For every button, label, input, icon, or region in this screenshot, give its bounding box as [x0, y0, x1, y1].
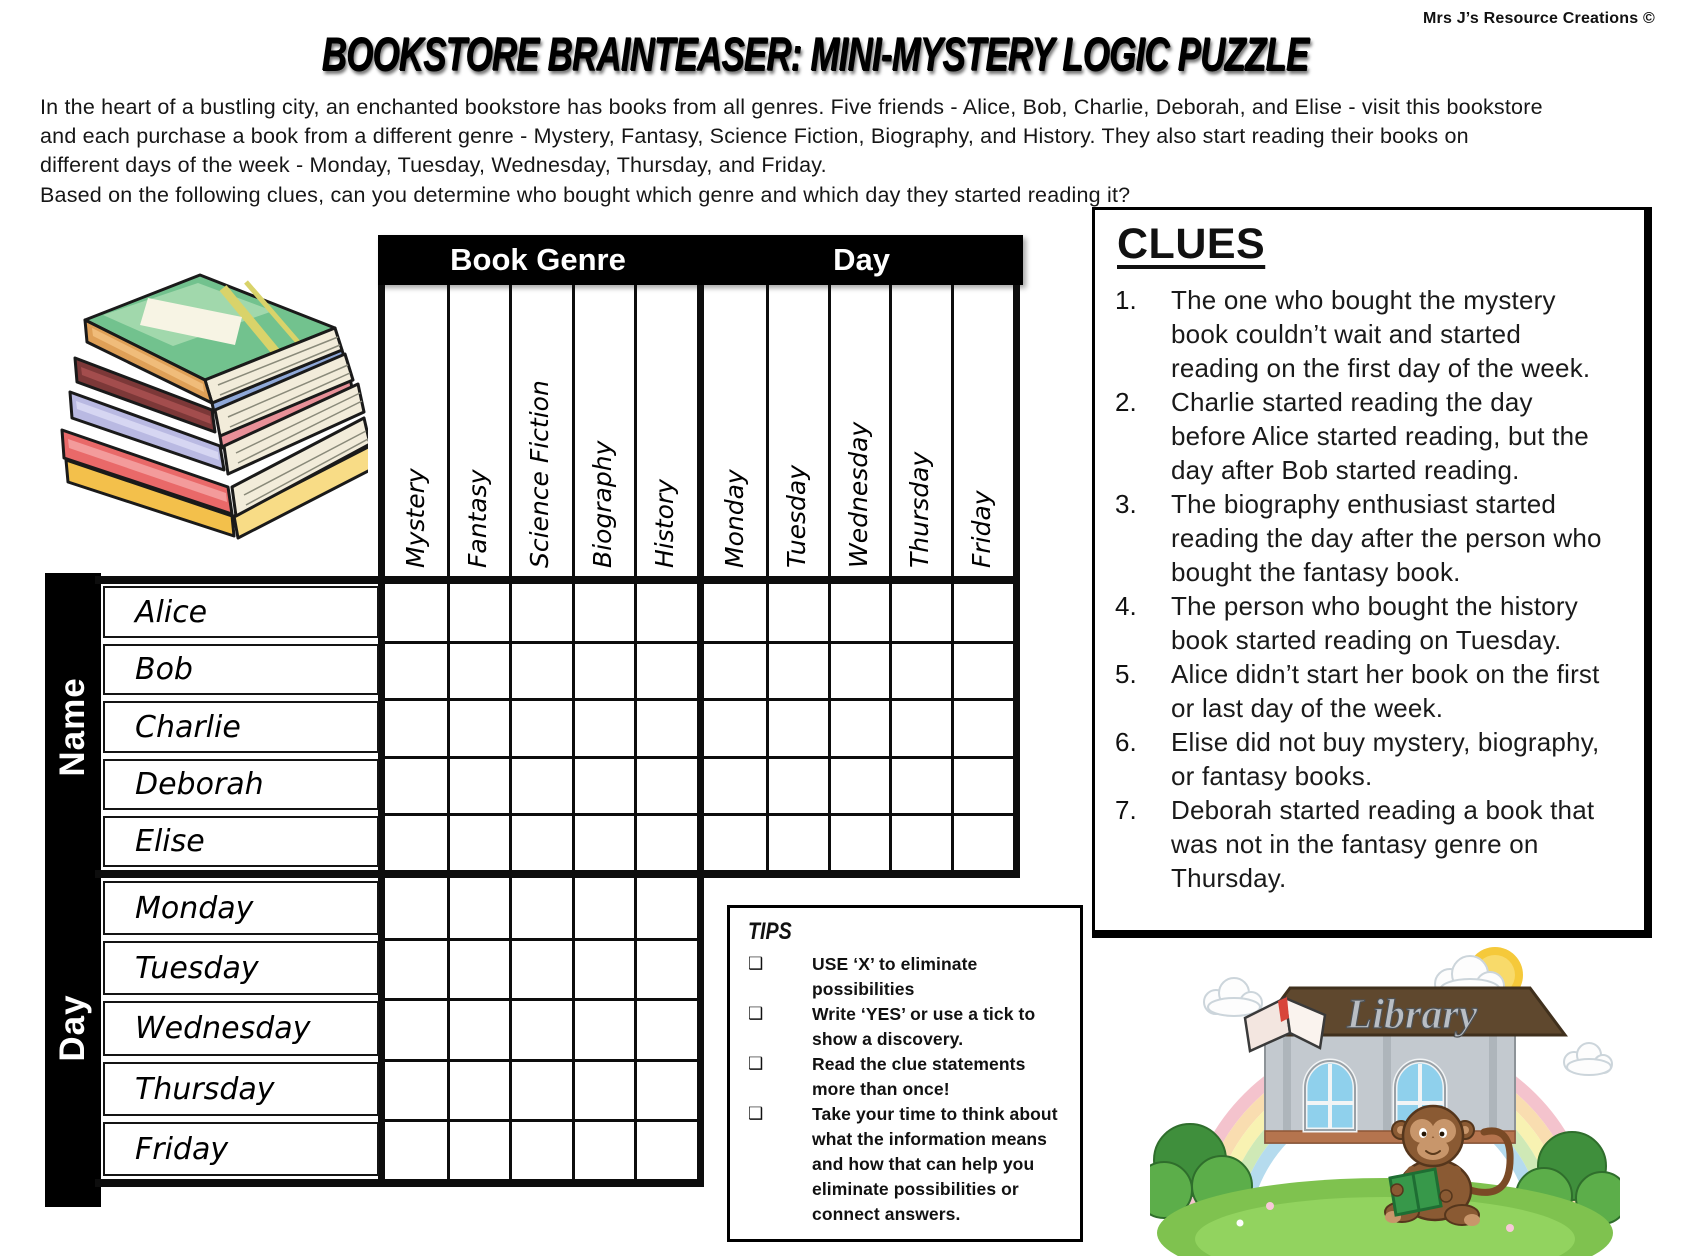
intro-paragraph: In the heart of a bustling city, an enchanted bookstore has books from all genres. Five friends - Alice, Bob, Charlie, Deborah, and Elise - visit this bookstore and each purchase a book from a different genre - Mystery, Fantasy, Science Fiction, Biography, and History. They also start reading their books on different days of the week - Monday, Tuesday, Wednesday, Thursday, and Friday. — [40, 95, 1543, 178]
column-header-monday: Monday — [720, 469, 749, 568]
tip-item — [748, 1002, 1068, 1052]
checkbox-bullet-icon: ❑ — [748, 1004, 764, 1023]
column-header-fantasy: Fantasy — [463, 469, 492, 568]
clues-heading: CLUES — [1117, 220, 1266, 268]
row-label-tuesday: Tuesday — [103, 941, 379, 995]
clue-number: 5. — [1115, 659, 1137, 689]
library-sign-text: Library — [1346, 992, 1478, 1038]
clue-item — [1115, 793, 1610, 895]
tip-text: USE ‘X’ to eliminate possibilities — [812, 954, 978, 999]
grid-line — [378, 285, 385, 1187]
clue-item — [1115, 589, 1610, 657]
library-monkey-illustration — [1150, 938, 1620, 1256]
arched-window — [1305, 1061, 1355, 1130]
clue-text: Deborah started reading a book that was not in the fantasy genre on Thursday. — [1171, 795, 1595, 893]
row-label-charlie: Charlie — [103, 701, 379, 753]
clue-item — [1115, 283, 1610, 385]
column-header-tuesday: Tuesday — [782, 465, 811, 568]
tip-item — [748, 1102, 1068, 1227]
column-header-science-fiction: Science Fiction — [525, 380, 554, 568]
tip-text: Write ‘YES’ or use a tick to show a discovery. — [812, 1004, 1036, 1049]
column-header-history: History — [650, 479, 679, 568]
checkbox-bullet-icon: ❑ — [748, 1054, 764, 1073]
clue-number: 2. — [1115, 387, 1137, 417]
clue-text: Elise did not buy mystery, biography, or fantasy books. — [1171, 727, 1600, 791]
clue-number: 1. — [1115, 285, 1137, 315]
tip-text: Read the clue statements more than once! — [812, 1054, 1026, 1099]
clue-text: The person who bought the history book started reading on Tuesday. — [1171, 591, 1578, 655]
checkbox-bullet-icon: ❑ — [748, 1104, 764, 1123]
column-header-friday: Friday — [967, 490, 996, 568]
clue-item — [1115, 657, 1610, 725]
clue-text: Charlie started reading the day before Alice started reading, but the day after Bob started reading. — [1171, 387, 1589, 485]
clue-number: 4. — [1115, 591, 1137, 621]
grid-line — [95, 1179, 704, 1187]
tips-heading: TIPS — [748, 918, 792, 945]
clue-number: 6. — [1115, 727, 1137, 757]
answer-cells-day-section[interactable] — [385, 878, 697, 1179]
clue-item — [1115, 725, 1610, 793]
clues-box — [1092, 207, 1652, 938]
clue-text: The biography enthusiast started reading the day after the person who bought the fantasy book. — [1171, 489, 1602, 587]
row-label-monday: Monday — [103, 881, 379, 935]
tip-item — [748, 952, 1068, 1002]
page-title: BOOKSTORE BRAINTEASER: MINI-MYSTERY LOGIC PUZZLE — [321, 27, 1309, 80]
grid-line — [95, 870, 1020, 878]
column-header-wednesday: Wednesday — [844, 421, 873, 568]
row-label-wednesday: Wednesday — [103, 1001, 379, 1056]
tip-text: Take your time to think about what the information means and how that can help you eliminate possibilities or connect answers. — [812, 1104, 1058, 1224]
grid-header-bar — [378, 235, 1023, 285]
column-header-thursday: Thursday — [905, 451, 934, 568]
tips-box — [727, 905, 1083, 1242]
clue-number: 7. — [1115, 795, 1137, 825]
column-group-book-genre: Book Genre — [450, 242, 626, 277]
intro-question: Based on the following clues, can you determine who bought which genre and which day they started reading it? — [40, 182, 1131, 207]
clue-item — [1115, 385, 1610, 487]
row-label-alice: Alice — [103, 586, 379, 638]
clue-number: 3. — [1115, 489, 1137, 519]
answer-cells-name-section[interactable] — [385, 584, 1013, 870]
clue-item — [1115, 487, 1610, 589]
row-label-bob: Bob — [103, 644, 379, 695]
column-header-mystery: Mystery — [401, 468, 430, 568]
clue-text: Alice didn’t start her book on the first or last day of the week. — [1171, 659, 1600, 723]
books-stack-illustration — [48, 243, 368, 543]
row-group-day: Day — [53, 994, 92, 1062]
checkbox-bullet-icon: ❑ — [748, 954, 764, 973]
column-header-biography: Biography — [588, 440, 617, 568]
grid-line — [95, 576, 1020, 584]
intro-text — [40, 93, 1545, 210]
column-group-day: Day — [833, 242, 890, 277]
row-label-friday: Friday — [103, 1122, 379, 1176]
row-group-name: Name — [53, 677, 92, 777]
row-label-deborah: Deborah — [103, 759, 379, 810]
row-label-elise: Elise — [103, 816, 379, 867]
tip-item — [748, 1052, 1068, 1102]
row-label-thursday: Thursday — [103, 1062, 379, 1116]
clue-text: The one who bought the mystery book couldn’t wait and started reading on the first day of the week. — [1171, 285, 1591, 383]
copyright-text: Mrs J’s Resource Creations © — [1423, 10, 1655, 27]
